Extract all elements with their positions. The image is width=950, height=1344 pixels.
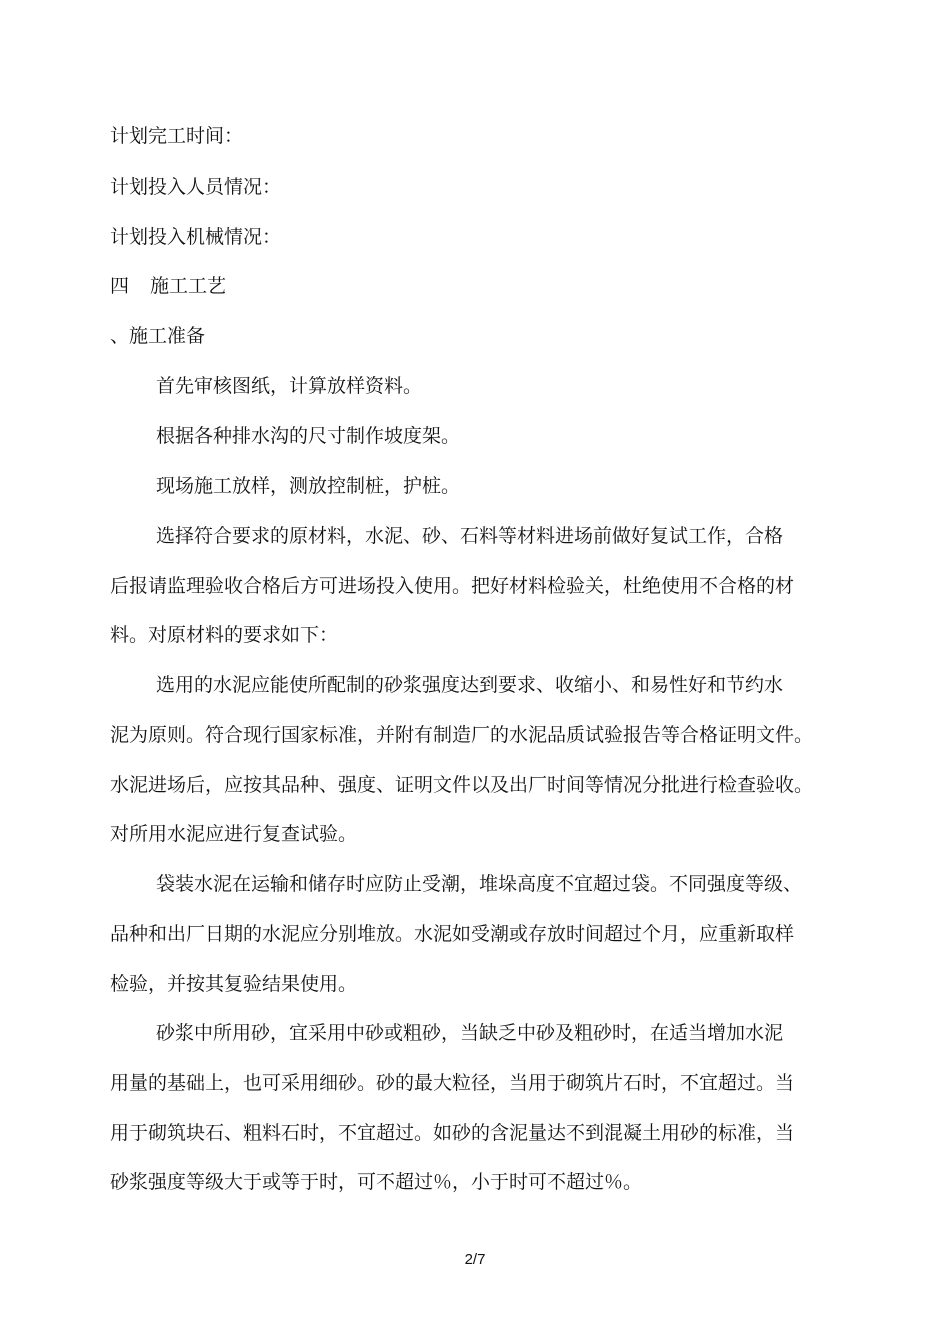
section-number: 四 [110,275,130,297]
paragraph-line: 砂浆中所用砂，宜采用中砂或粗砂，当缺乏中砂及粗砂时，在适当增加水泥 [156,1022,784,1044]
paragraph-line: 根据各种排水沟的尺寸制作坡度架。 [156,425,461,447]
section-heading [110,274,226,298]
paragraph-line: 砂浆强度等级大于或等于时，可不超过％，小于时可不超过％。 [110,1171,643,1193]
paragraph-line: 品种和出厂日期的水泥应分别堆放。水泥如受潮或存放时间超过个月，应重新取样 [110,923,795,945]
paragraph-line: 后报请监理验收合格后方可进场投入使用。把好材料检验关，杜绝使用不合格的材 [110,575,795,597]
paragraph-line: 首先审核图纸，计算放样资料。 [156,375,423,397]
paragraph-line: 用量的基础上，也可采用细砂。砂的最大粒径，当用于砌筑片石时，不宜超过。当 [110,1072,795,1094]
paragraph-line: 泥为原则。符合现行国家标准，并附有制造厂的水泥品质试验报告等合格证明文件。 [110,724,814,746]
paragraph-line: 现场施工放样，测放控制桩，护桩。 [156,475,461,497]
paragraph-line: 选用的水泥应能使所配制的砂浆强度达到要求、收缩小、和易性好和节约水 [156,674,784,696]
paragraph-line: 水泥进场后，应按其品种、强度、证明文件以及出厂时间等情况分批进行检查验收。 [110,774,814,796]
subsection-heading: 、施工准备 [110,325,206,347]
page-number: 2/7 [464,1251,486,1268]
paragraph-line: 料。对原材料的要求如下： [110,624,339,646]
plan-completion-time: 计划完工时间： [110,125,244,147]
plan-personnel: 计划投入人员情况： [110,176,282,198]
paragraph-line: 用于砌筑块石、粗料石时，不宜超过。如砂的含泥量达不到混凝土用砂的标准，当 [110,1122,795,1144]
paragraph-line: 选择符合要求的原材料，水泥、砂、石料等材料进场前做好复试工作，合格 [156,525,784,547]
plan-machinery: 计划投入机械情况： [110,226,282,248]
paragraph-line: 对所用水泥应进行复查试验。 [110,823,358,845]
section-title: 施工工艺 [150,275,227,297]
paragraph-line: 袋装水泥在运输和储存时应防止受潮，堆垛高度不宜超过袋。不同强度等级、 [156,873,803,895]
paragraph-line: 检验，并按其复验结果使用。 [110,973,358,995]
